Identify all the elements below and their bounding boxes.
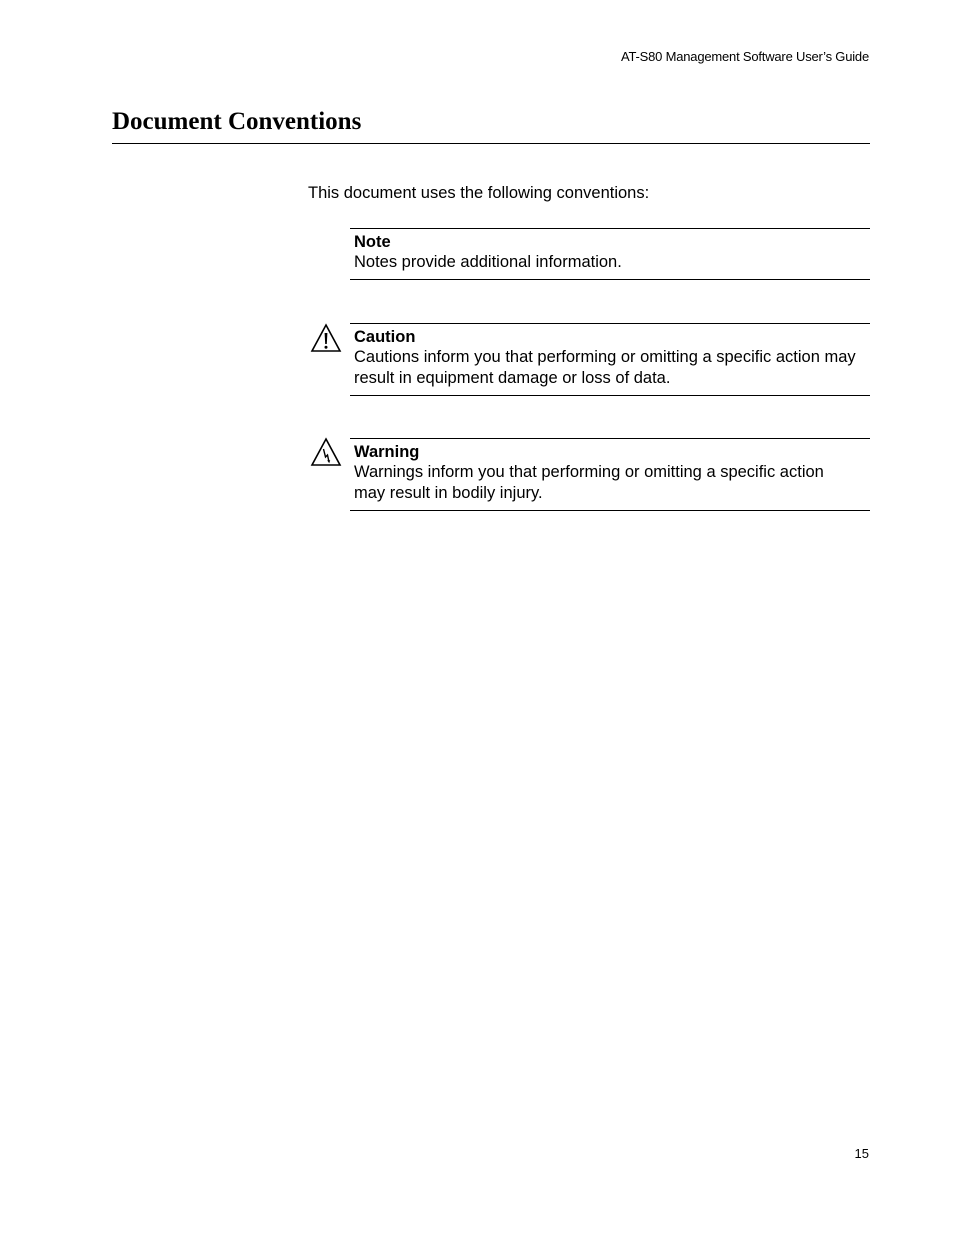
warning-text-line-1: Warnings inform you that performing or omitting a specific action <box>354 463 824 481</box>
caution-text-line-2: result in equipment damage or loss of data. <box>354 368 671 387</box>
section-title: Document Conventions <box>112 108 362 135</box>
warning-box <box>350 438 870 511</box>
caution-label: Caution <box>354 328 416 346</box>
caution-box <box>350 323 870 396</box>
warning-text-line-2: may result in bodily injury. <box>354 483 543 502</box>
note-text: Notes provide additional information. <box>354 253 622 271</box>
title-rule <box>112 143 870 144</box>
note-label: Note <box>354 233 391 251</box>
warning-label: Warning <box>354 443 420 461</box>
caution-icon <box>310 323 342 353</box>
page-number: 15 <box>854 1146 869 1161</box>
note-box <box>350 228 870 280</box>
warning-icon <box>310 437 342 467</box>
intro-paragraph: This document uses the following conventions: <box>308 184 650 202</box>
caution-text-line-1: Cautions inform you that performing or omitting a specific action may <box>354 348 856 366</box>
running-header: AT-S80 Management Software User’s Guide <box>621 49 869 64</box>
